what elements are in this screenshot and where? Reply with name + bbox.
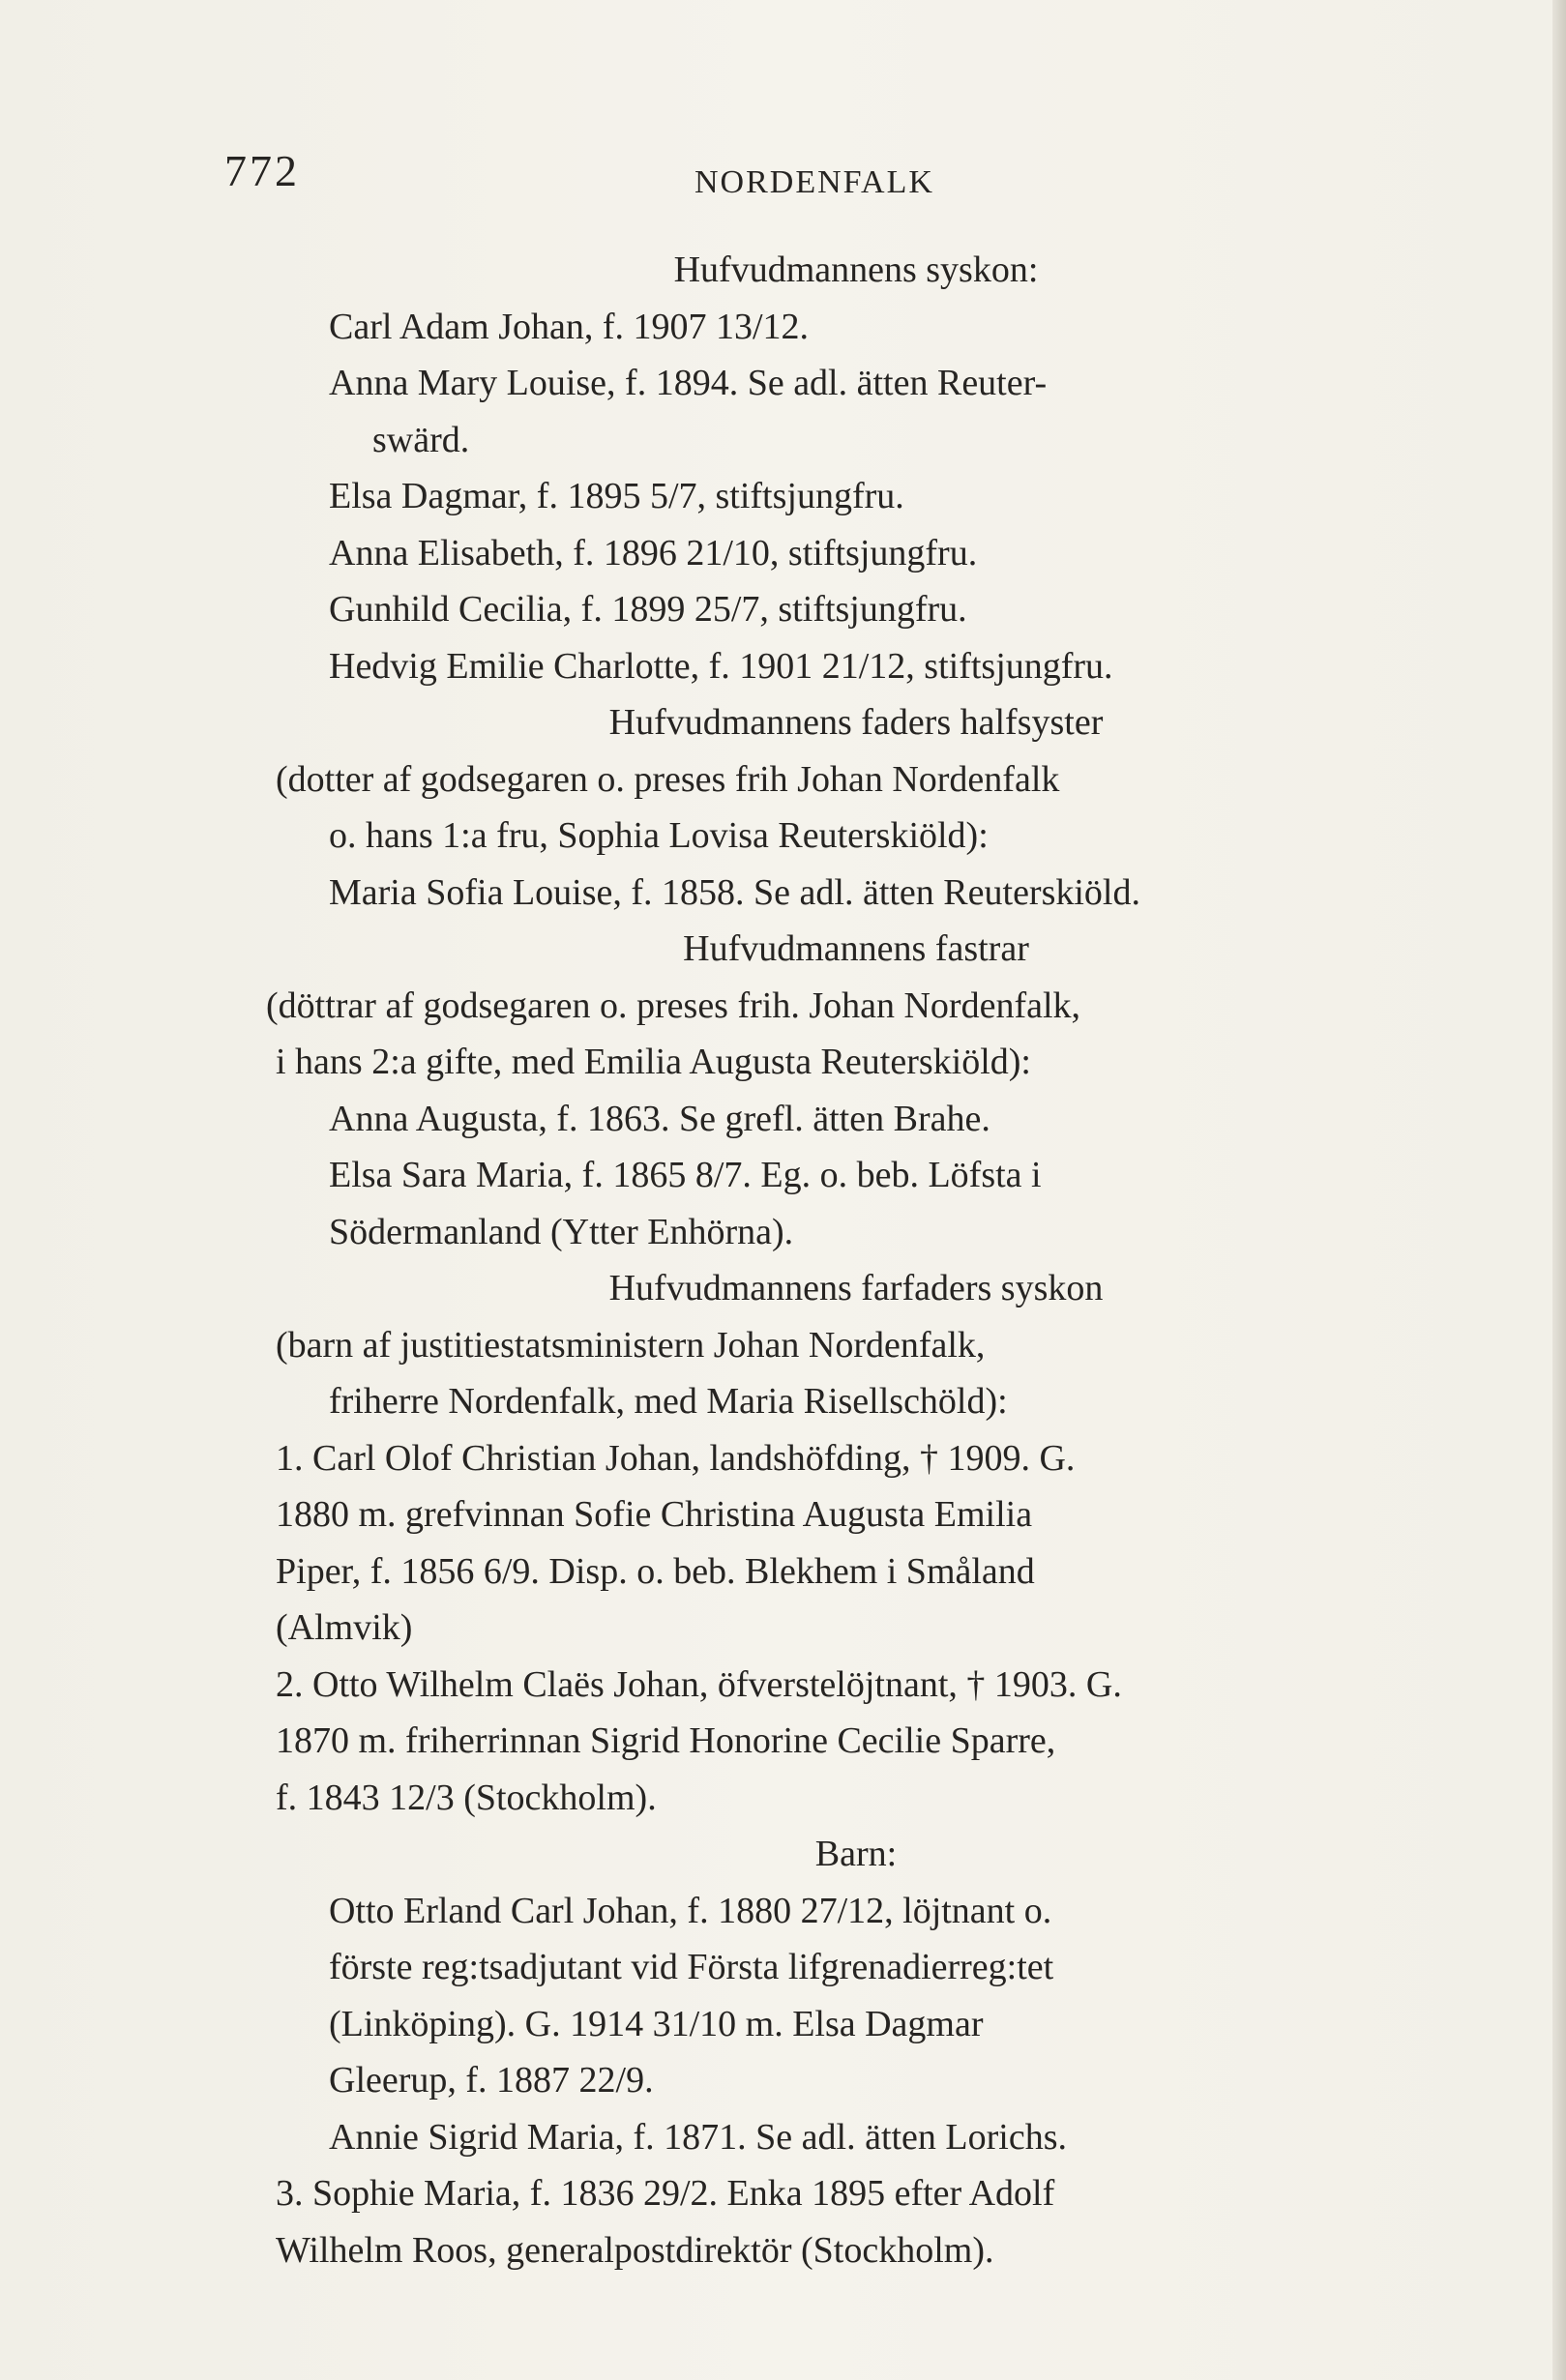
entry-line: Anna Mary Louise, f. 1894. Se adl. ätten Reuter- xyxy=(329,363,1048,403)
entry-line: Anna Augusta, f. 1863. Se grefl. ätten Brahe. xyxy=(329,1098,990,1139)
section-heading: Hufvudmannens farfaders syskon xyxy=(608,1268,1104,1308)
entry-line: (Almvik) xyxy=(276,1607,413,1648)
entry-line: Otto Erland Carl Johan, f. 1880 27/12, löjtnant o. xyxy=(329,1890,1052,1931)
page-number: 772 xyxy=(224,146,300,195)
entry-line: förste reg:tsadjutant vid Första lifgrenadierreg:tet xyxy=(329,1947,1054,1987)
entry-line: Wilhelm Roos, generalpostdirektör (Stockholm). xyxy=(276,2229,994,2271)
section-heading: Barn: xyxy=(814,1834,898,1874)
entry-line: Carl Adam Johan, f. 1907 13/12. xyxy=(329,306,810,347)
page-edge xyxy=(1552,0,1566,2380)
entry-line: i hans 2:a gifte, med Emilia Augusta Reuterskiöld): xyxy=(276,1042,1031,1082)
entry-line: f. 1843 12/3 (Stockholm). xyxy=(276,1777,657,1818)
section-heading: Hufvudmannens faders halfsyster xyxy=(608,702,1104,743)
entry-line: 1. Carl Olof Christian Johan, landshöfding, † 1909. G. xyxy=(276,1437,1076,1479)
entry-line: friherre Nordenfalk, med Maria Risellschöld): xyxy=(329,1381,1008,1422)
entry-line: Annie Sigrid Maria, f. 1871. Se adl. ätten Lorichs. xyxy=(329,2116,1068,2158)
entry-line: Anna Elisabeth, f. 1896 21/10, stiftsjungfru. xyxy=(329,532,978,573)
entry-line: Södermanland (Ytter Enhörna). xyxy=(329,1211,794,1252)
entry-line: 3. Sophie Maria, f. 1836 29/2. Enka 1895 efter Adolf xyxy=(276,2173,1055,2214)
section-heading: Hufvudmannens syskon: xyxy=(673,250,1039,290)
running-title: NORDENFALK xyxy=(694,164,934,200)
entry-line: Elsa Dagmar, f. 1895 5/7, stiftsjungfru. xyxy=(329,476,904,516)
entry-line: 1870 m. friherrinnan Sigrid Honorine Cecilie Sparre, xyxy=(276,1720,1056,1761)
genealogy-text xyxy=(256,242,1456,2278)
entry-line: (dotter af godsegaren o. preses frih Johan Nordenfalk xyxy=(276,758,1060,800)
entry-line: Piper, f. 1856 6/9. Disp. o. beb. Blekhem i Småland xyxy=(276,1550,1035,1592)
entry-line: swärd. xyxy=(372,419,470,460)
entry-line: Hedvig Emilie Charlotte, f. 1901 21/12, stiftsjungfru. xyxy=(329,645,1113,687)
entry-line: Gleerup, f. 1887 22/9. xyxy=(329,2060,654,2101)
entry-line: o. hans 1:a fru, Sophia Lovisa Reuterskiöld): xyxy=(329,815,989,856)
section-heading: Hufvudmannens fastrar xyxy=(683,928,1029,969)
entry-line: 1880 m. grefvinnan Sofie Christina Augusta Emilia xyxy=(276,1494,1033,1535)
entry-line: Elsa Sara Maria, f. 1865 8/7. Eg. o. beb. Löfsta i xyxy=(329,1155,1042,1195)
entry-line: 2. Otto Wilhelm Claës Johan, öfverstelöjtnant, † 1903. G. xyxy=(276,1663,1122,1705)
entry-line: Gunhild Cecilia, f. 1899 25/7, stiftsjungfru. xyxy=(329,589,967,630)
entry-line: (Linköping). G. 1914 31/10 m. Elsa Dagmar xyxy=(329,2003,984,2044)
entry-line: (barn af justitiestatsministern Johan Nordenfalk, xyxy=(276,1324,986,1366)
entry-line: (döttrar af godsegaren o. preses frih. Johan Nordenfalk, xyxy=(266,984,1081,1026)
entry-line: Maria Sofia Louise, f. 1858. Se adl. ätten Reuterskiöld. xyxy=(329,871,1140,913)
